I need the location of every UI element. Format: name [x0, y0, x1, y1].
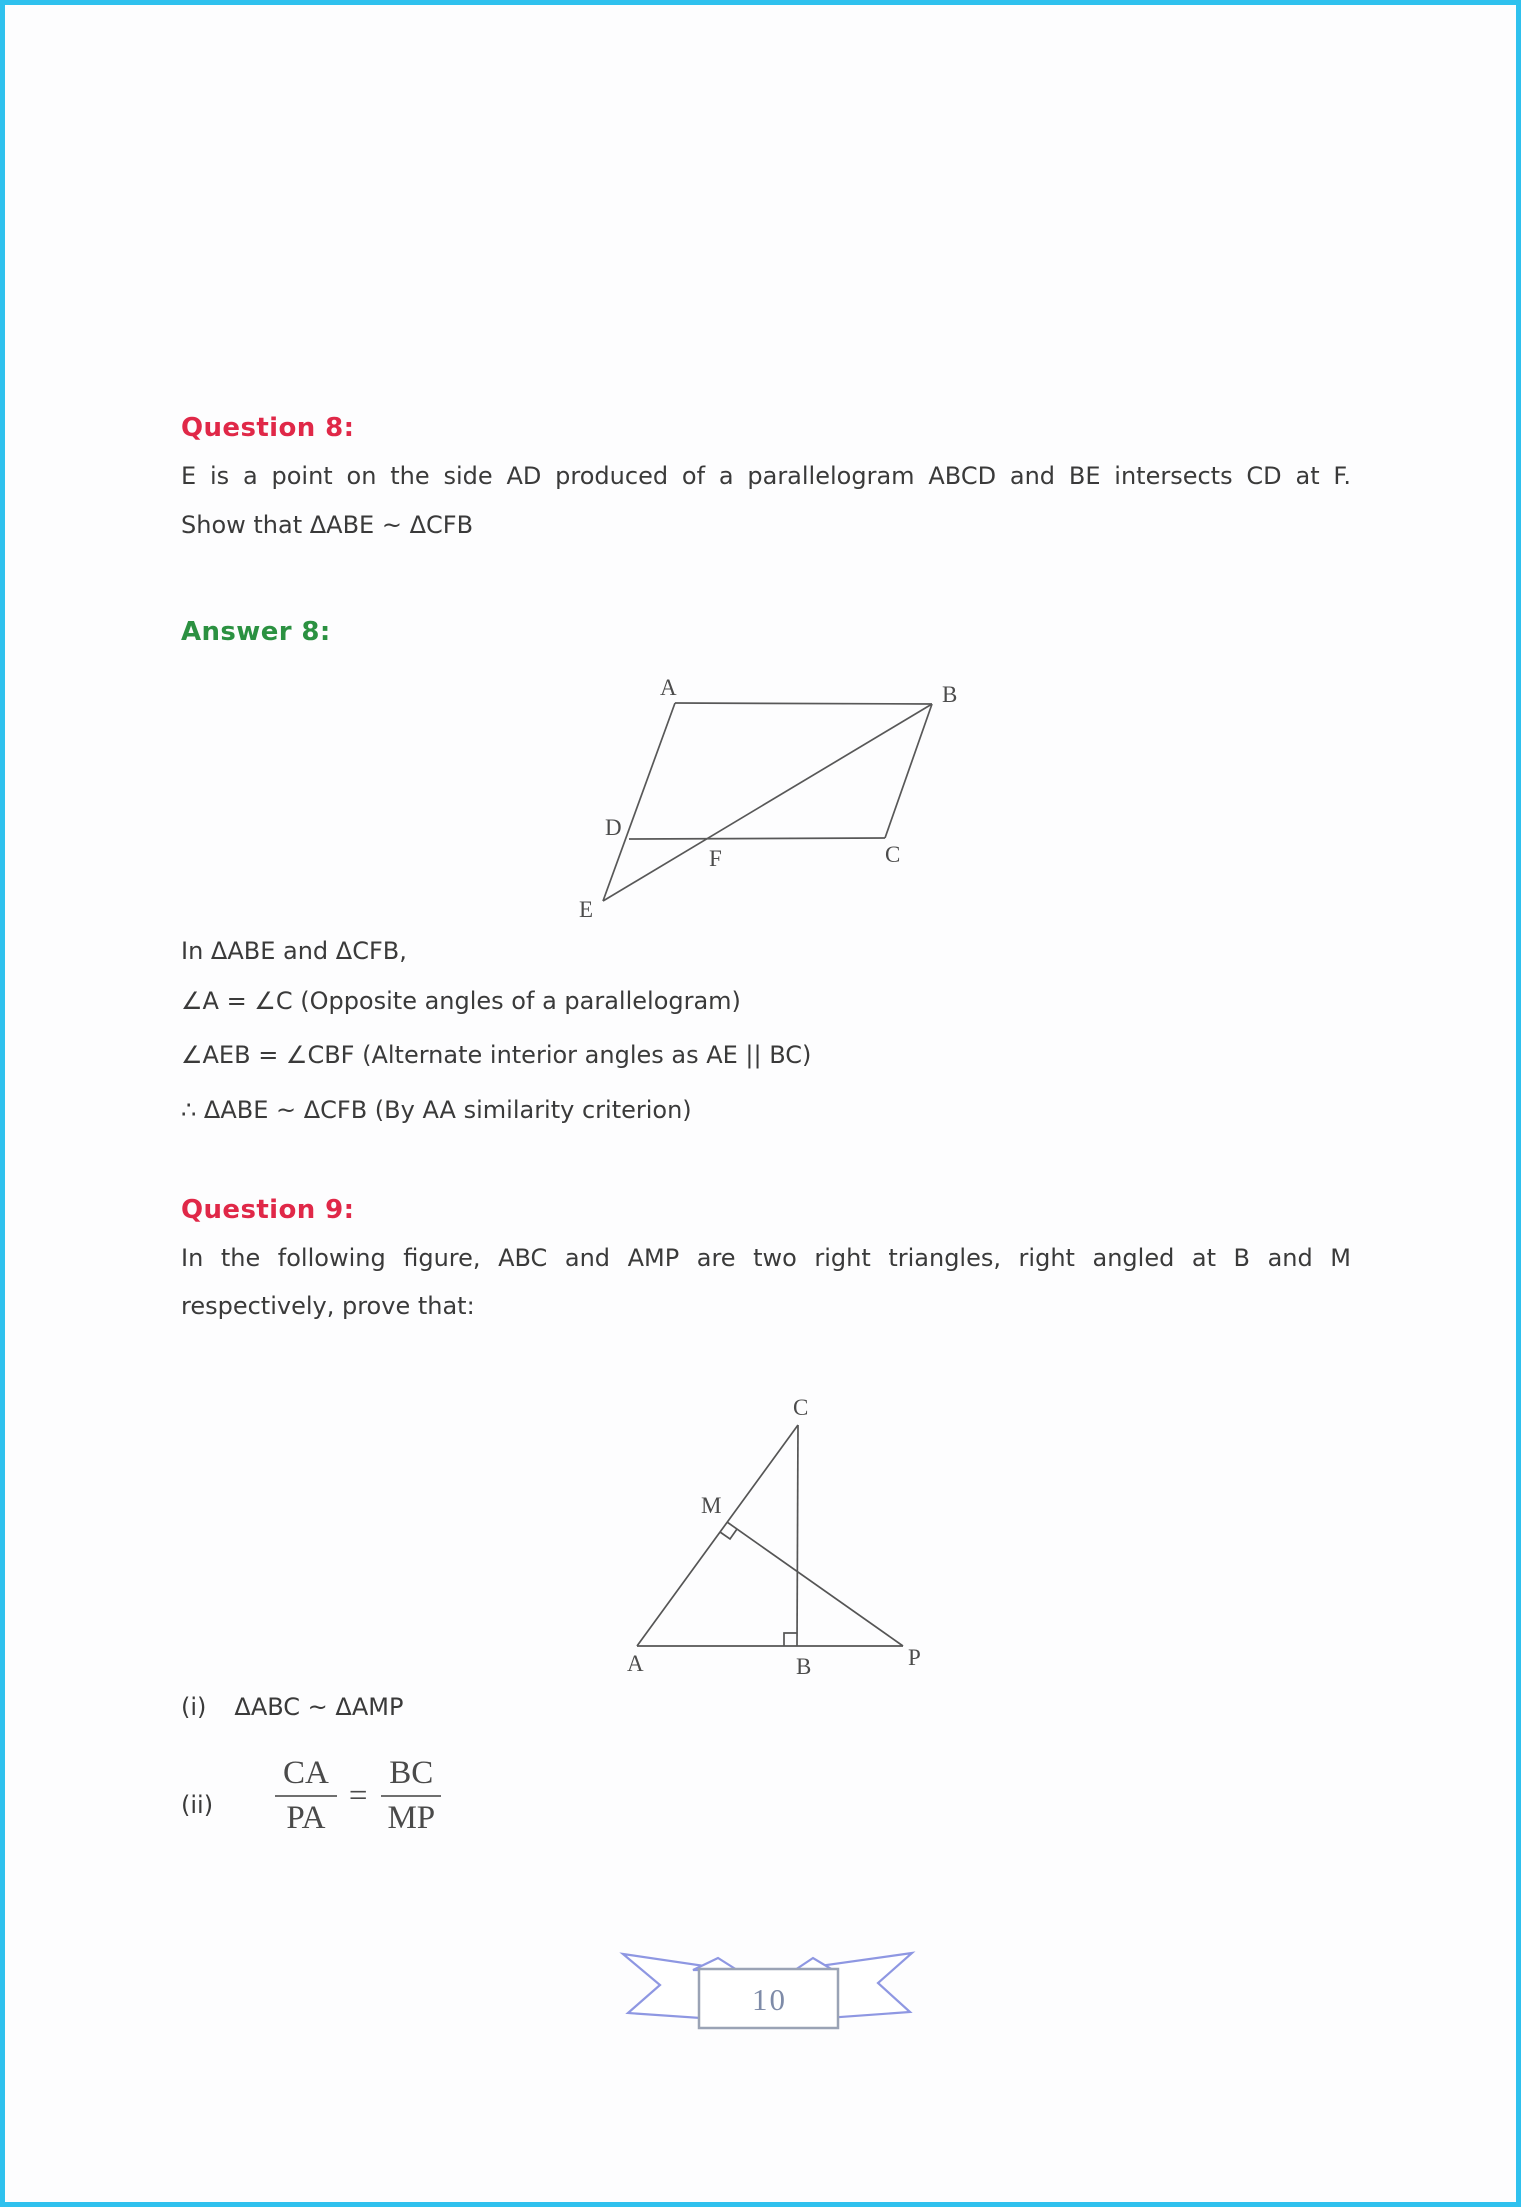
question9-text-line1: In the following figure, ABC and AMP are two right triangles, right angled at B and M — [181, 1244, 1351, 1272]
side-AD-extended-to-E — [603, 703, 675, 901]
triangle-lines — [637, 1425, 903, 1646]
side-AC — [637, 1425, 798, 1646]
answer8-step-2: ∠A = ∠C (Opposite angles of a parallelogram) — [181, 987, 741, 1015]
answer8-step-3: ∠AEB = ∠CBF (Alternate interior angles as AE || BC) — [181, 1041, 812, 1069]
right-triangles-figure — [603, 1397, 938, 1697]
numerator-BC: BC — [381, 1755, 441, 1797]
question9-text-line2: respectively, prove that: — [181, 1292, 475, 1320]
parallelogram-figure — [557, 663, 972, 933]
denominator-PA: PA — [286, 1800, 326, 1836]
question8-text-line1: E is a point on the side AD produced of a parallelogram ABCD and BE intersects CD at F. — [181, 462, 1351, 490]
answer8-step-1: In ΔABE and ΔCFB, — [181, 937, 407, 965]
vertex-label-A: A — [627, 1651, 644, 1676]
side-DC — [629, 838, 885, 839]
item-ii-label: (ii) — [181, 1791, 214, 1819]
altitude-CB — [797, 1425, 798, 1646]
vertex-label-C: C — [793, 1397, 809, 1420]
vertex-label-P: P — [908, 1645, 921, 1670]
question9-heading: Question 9: — [181, 1195, 355, 1225]
item-ii-equation — [275, 1755, 443, 1837]
vertex-label-D: D — [605, 815, 622, 840]
vertex-label-E: E — [579, 897, 594, 922]
denominator-MP: MP — [387, 1800, 436, 1836]
right-angle-marker-B — [784, 1633, 797, 1646]
vertex-label-B: B — [796, 1654, 812, 1679]
point-label-M: M — [701, 1493, 722, 1518]
right-angle-marker-M — [720, 1529, 737, 1539]
numerator-CA: CA — [275, 1755, 337, 1797]
prove-item-i — [181, 1693, 403, 1721]
equals-sign: = — [348, 1777, 368, 1814]
fraction-BC-MP — [379, 1755, 443, 1837]
side-BC — [885, 704, 932, 838]
fraction-CA-PA — [275, 1755, 337, 1837]
parallelogram-lines — [603, 703, 932, 901]
answer8-step-4: ∴ ΔABE ~ ΔCFB (By AA similarity criterion) — [181, 1096, 692, 1124]
item-i-text: ΔABC ~ ΔAMP — [234, 1693, 404, 1721]
vertex-label-C: C — [885, 842, 901, 867]
question8-heading: Question 8: — [181, 413, 355, 443]
page-number-ribbon — [615, 1949, 920, 2041]
side-AB — [675, 703, 932, 704]
vertex-label-A: A — [660, 675, 677, 700]
vertex-label-B: B — [942, 682, 958, 707]
page-number: 10 — [752, 1982, 787, 2017]
segment-MP — [727, 1522, 903, 1646]
answer8-heading: Answer 8: — [181, 617, 331, 647]
item-i-label: (i) — [181, 1693, 207, 1721]
question8-text-line2: Show that ΔABE ~ ΔCFB — [181, 511, 474, 539]
point-label-F: F — [709, 846, 722, 871]
line-EB-through-F — [603, 704, 932, 901]
